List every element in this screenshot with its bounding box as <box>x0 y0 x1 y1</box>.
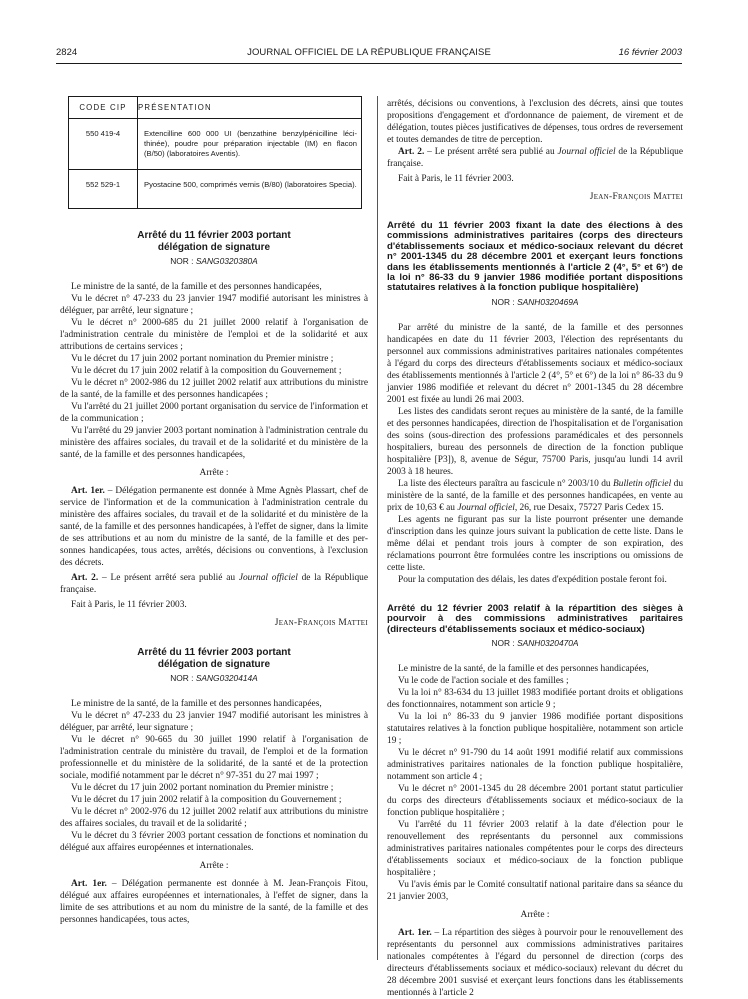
nor-label: NOR : <box>170 673 194 683</box>
arrete-heading: Arrête : <box>199 861 229 871</box>
journal-title: JOURNAL OFFICIEL DE LA RÉPUBLIQUE FRANÇAISE <box>247 47 491 58</box>
right-column <box>387 98 683 999</box>
order-4-title: Arrêté du 12 février 2003 relatif à la répartition des sièges à pourvoir à des commissions administratives paritaires (directeurs d'établissements sociaux et médico-sociaux) <box>387 602 683 635</box>
paragraph: Vu le décret du 17 juin 2002 portant nomination du Premier ministre ; <box>71 783 334 793</box>
order-2-continued <box>387 98 683 203</box>
table-row <box>69 119 362 170</box>
article-text: – La répartition des sièges à pourvoir pour le renouvellement des représentants du personnel aux commissions administratives paritaires nationales compétentes à l'égard du personnel de direction (corps des directeurs d'établissements sociaux et médico-sociaux) relevant du décret du 28 décembre 2001 susvisé et exerçant leurs fonctions dans les établissements mentionnés à l'article 2 <box>387 928 683 999</box>
signed-date: Fait à Paris, le 11 février 2003. <box>398 174 514 184</box>
paragraph: Les agents ne figurant pas sur la liste pourront présenter une demande d'inscription dans les quinze jours suivant la publication de cette liste. Dans le même délai et pendant trois jours à compter de son expiration, des réclamations pourront être formulées contre les inscriptions ou omissions de cette liste. <box>387 514 683 573</box>
article-label: Art. 1er. <box>71 879 107 889</box>
paragraph: Vu le décret n° 47-233 du 23 janvier 1947 modifié autorisant les ministres à déléguer, par arrêté, leur signature ; <box>60 294 368 316</box>
paragraph: Vu la loi n° 86-33 du 9 janvier 1986 modifiée portant dispositions statutaires relatives à la fonction publique hospitalière, notamment son article 19 ; <box>387 712 683 747</box>
article-label: Art. 1er. <box>71 486 105 496</box>
order-2-nor <box>60 672 368 684</box>
page-header <box>56 47 682 61</box>
cip-table <box>68 96 362 209</box>
issue-date: 16 février 2003 <box>618 47 682 58</box>
order-4-nor <box>387 637 683 649</box>
table-cell-presentation: Pyostacine 500, comprimés vernis (B/80) (laboratoires Specia). <box>138 170 362 209</box>
order-1 <box>60 230 368 629</box>
order-1-title: Arrêté du 11 février 2003 portant délégation de signature <box>137 230 291 253</box>
article-text: de la République française. <box>60 573 368 595</box>
article-label: Art. 2. <box>398 147 425 157</box>
paragraph: Vu l'arrêté du 21 juillet 2000 portant organisation du service de l'information et de la communication ; <box>60 402 368 424</box>
paragraph: Vu l'arrêté du 29 janvier 2003 portant nomination à l'administration centrale du ministère des affaires sociales, du travail et de la solidarité et du ministère de la santé, de la famille et des personnes handicapées, <box>60 426 368 460</box>
table-cell-presentation: Extencilline 600 000 UI (benzathine benzylpénicilline lécithinée), poudre pour préparation injectable (IM) en flacon (B/50) (laboratoires Aventis). <box>138 119 362 170</box>
paragraph: Le ministre de la santé, de la famille et des personnes handicapées, <box>398 664 649 675</box>
left-column <box>60 96 368 926</box>
paragraph: Vu le code de l'action sociale et des familles ; <box>398 676 569 687</box>
header-rule <box>56 63 682 64</box>
signature: Jean-François Mattei <box>589 192 683 202</box>
paragraph: Pour la computation des délais, les dates d'expédition postale feront foi. <box>398 574 667 585</box>
bulletin-reference: Bulletin officiel <box>613 478 672 489</box>
order-3-nor <box>387 296 683 308</box>
paragraph: Par arrêté du ministre de la santé, de la famille et des personnes handicapées en date du 11 février 2003, l'élection des représentants du personnel aux commissions administratives paritaires nationales compétentes à l'égard du corps des directeurs d'établissements sociaux et médico-sociaux des établissements mentionnés à l'article 2 (4°, 5° et 6°) de la loi n° 86-33 du 9 janvier 1986 modifiée et relevant du décret n° 2001-1345 du 28 décembre 2001 est fixée au lundi 26 mai 2003. <box>387 322 683 405</box>
article-1 <box>387 927 683 999</box>
article-label: Art. 1er. <box>398 928 432 939</box>
article-1 <box>60 485 368 569</box>
paragraph: Vu le décret du 17 juin 2002 portant nomination du Premier ministre ; <box>71 354 334 364</box>
article-2 <box>60 572 368 596</box>
paragraph: Vu le décret n° 90-665 du 30 juillet 1990 relatif à l'organisation de l'administration centrale du ministère du travail, de l'emploi et de la formation professionnelle et du ministère de la solidarité, de la santé et de la protection sociale, modifié notamment par le décret n° 97-351 du 27 mai 1997 ; <box>60 735 368 781</box>
journal-reference: Journal officiel <box>557 147 616 157</box>
nor-code: SANH0320470A <box>517 638 579 649</box>
paragraph: Vu le décret n° 91-790 du 14 août 1991 modifié relatif aux commissions administratives paritaires nationales de la fonction publique hospitalière, notamment son article 4 ; <box>387 748 683 783</box>
article-label: Art. 2. <box>71 573 99 583</box>
table-row <box>69 170 362 209</box>
arrete-heading: Arrête : <box>520 910 550 921</box>
paragraph: Vu le décret du 3 février 2003 portant cessation de fonctions et nomination du délégué aux affaires européennes et internationales. <box>60 831 368 853</box>
paragraph <box>387 478 683 514</box>
order-3-title: Arrêté du 11 février 2003 fixant la date des élections à des commissions administratives paritaires (corps des directeurs d'établissements sociaux et médico-sociaux relevant du décret n° 2001-1345 du 28 décembre 2001 et exerçant leurs fonctions dans les établissements mentionnés à l'article 2 (4°, 5° et 6°) de la loi n° 86-33 du 9 janvier 1986 modifiée portant dispositions statutaires relatives à la fonction publique hospitalière) <box>387 220 683 294</box>
order-1-nor <box>60 255 368 267</box>
signature: Jean-François Mattei <box>274 618 368 628</box>
order-4 <box>387 604 683 999</box>
paragraph: Vu le décret n° 47-233 du 23 janvier 1947 modifié autorisant les ministres à déléguer, par arrêté, leur signature ; <box>60 711 368 733</box>
paragraph: Vu le décret n° 2002-986 du 12 juillet 2002 relatif aux attributions du ministre de la santé, de la famille et des personnes handicapées ; <box>60 378 368 400</box>
column-divider <box>377 96 378 960</box>
table-header-code: CODE CIP <box>69 97 138 119</box>
paragraph: Vu le décret du 17 juin 2002 relatif à la composition du Gouvernement ; <box>71 366 342 376</box>
nor-code: SANG0320414A <box>195 673 258 683</box>
paragraph: arrêtés, décisions ou conventions, à l'exclusion des décrets, ainsi que toutes propositions d'engagement et d'ordonnance de paiement, de virement et de délégation, toutes pièces justificatives de dépenses, tous ordres de reversement et toutes demandes de titre de perception. <box>387 99 683 145</box>
article-text: de la République française. <box>387 147 683 169</box>
nor-label: NOR : <box>491 638 515 649</box>
nor-code: SANG0320380A <box>195 256 258 266</box>
article-text: – Le présent arrêté sera publié au <box>98 573 239 583</box>
nor-label: NOR : <box>491 296 515 307</box>
signed-date: Fait à Paris, le 11 février 2003. <box>71 600 187 610</box>
article-text: – Le présent arrêté sera publié au <box>424 147 558 157</box>
paragraph: Vu la loi n° 83-634 du 13 juillet 1983 modifiée portant droits et obligations des fonctionnaires, notamment son article 9 ; <box>387 688 683 711</box>
article-1 <box>60 878 368 926</box>
paragraph: Vu le décret n° 2002-976 du 12 juillet 2002 relatif aux attributions du ministre des affaires sociales, du travail et de la solidarité ; <box>60 807 368 829</box>
journal-reference: Journal officiel <box>457 502 515 513</box>
text-run: La liste des électeurs paraîtra au fascicule n° 2003/10 du <box>398 478 614 489</box>
paragraph: Vu le décret n° 2001-1345 du 28 décembre 2001 portant statut particulier du corps des directeurs d'établissements sociaux et médico-sociaux de la fonction publique hospitalière ; <box>387 784 683 819</box>
arrete-heading: Arrête : <box>199 468 229 478</box>
nor-label: NOR : <box>170 256 194 266</box>
order-3 <box>387 221 683 586</box>
paragraph: Les listes des candidats seront reçues au ministère de la santé, de la famille et des personnes handicapées, direction de l'hospitalisation et de l'organisation des soins (sous-direction des professions paramédicales et des personnels hospitaliers, bureau des personnels de direction de la fonction publique hospitalière [P3]), 8, avenue de Ségur, 75700 Paris, jusqu'au lundi 14 avril 2003 à 18 heures. <box>387 406 683 477</box>
text-run: , 26, rue Desaix, 75727 Paris Cedex 15. <box>514 502 664 513</box>
table-cell-code: 550 419-4 <box>69 119 138 170</box>
text-run: du ministère de la santé, de la famille et des personnes handicapées, en vente au prix de 10,63 € au <box>387 478 683 513</box>
table-cell-code: 552 529-1 <box>69 170 138 209</box>
paragraph: Le ministre de la santé, de la famille et des personnes handicapées, <box>71 699 322 709</box>
table-header-presentation: PRÉSENTATION <box>138 97 362 119</box>
article-text: – Délégation permanente est donnée à M. Jean-François Fitou, délégué aux affaires européennes et internationales, à l'effet de signer, dans la limite de ses attributions et au nom du ministre de la santé, de la famille et des personnes handicapées, tous actes, <box>60 879 368 925</box>
order-2-title: Arrêté du 11 février 2003 portant délégation de signature <box>137 647 291 670</box>
table-header-row <box>69 97 362 119</box>
page-number: 2824 <box>56 47 78 58</box>
paragraph: Vu le décret du 17 juin 2002 relatif à la composition du Gouvernement ; <box>71 795 342 805</box>
paragraph: Vu le décret n° 2000-685 du 21 juillet 2000 relatif à l'organisation de l'administration centrale du ministère de l'emploi et de la solidarité et aux attributions de certains services ; <box>60 318 368 352</box>
nor-code: SANH0320469A <box>517 296 579 307</box>
journal-reference: Journal officiel <box>238 573 298 583</box>
order-2 <box>60 647 368 926</box>
paragraph: Vu l'arrêté du 11 février 2003 relatif à la date d'élection pour le renouvellement des représentants du personnel aux commissions administratives paritaires nationales compétentes pour le corps des directeurs d'établissements sociaux et médico-sociaux de la fonction publique hospitalière ; <box>387 820 683 879</box>
paragraph: Le ministre de la santé, de la famille et des personnes handicapées, <box>71 282 322 292</box>
article-2 <box>387 146 683 170</box>
paragraph: Vu l'avis émis par le Comité consultatif national paritaire dans sa séance du 21 janvier 2003, <box>387 880 683 903</box>
article-text: – Délégation permanente est donnée à Mme Agnès Plassart, chef de service de l'information et de la communication à l'administration centrale du ministère des affaires sociales, du travail et de la solidarité et du ministère de la santé, de la famille et des personnes handicapées, à l'effet de signer, dans la limite de ses attributions et au nom du ministre de la santé, de la famille et des personnes handicapées, tous actes, arrêtés, décisions ou conventions, à l'exclusion des décrets. <box>60 486 369 568</box>
